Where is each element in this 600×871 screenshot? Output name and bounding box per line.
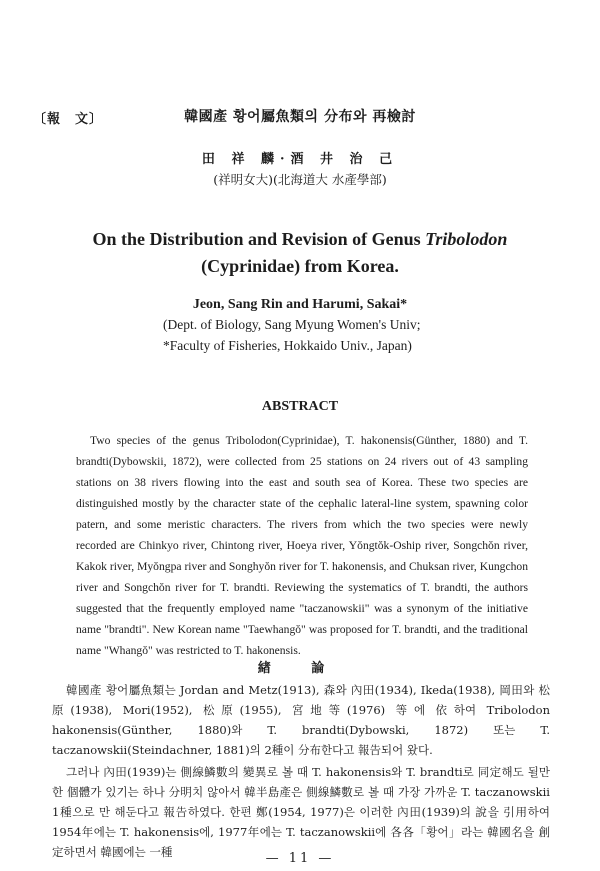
korean-affiliation: (祥明女大)(北海道大 水產學部) <box>213 172 387 187</box>
introduction-body <box>52 680 550 862</box>
english-title-line1 <box>0 229 600 250</box>
page-number: — 11 — <box>265 851 335 866</box>
abstract-heading: ABSTRACT <box>261 399 339 414</box>
article-type-label: 〔報 文〕 <box>33 112 104 127</box>
abstract-paragraph: Two species of the genus Tribolodon(Cyprinidae), T. hakonensis(Günther, 1880) and T. brandti(Dybowskii, 1872), were collected from 25 stations on 24 rivers out of 43 sampling stations on 38 rivers flowing into the east and south sea of Korea. These two species are distinguished mostly by the character state of the cephalic lateral-line system, spawning color patern, and some meristic characters. The rivers from which the two species were newly recorded are Chinkyo river, Chintong river, Hoeya river, Yŏngtŏk-Oship river, Songchŏn river, Kakok river, Myŏngpa river and Songhyŏn river for T. hakonensis, and Chuksan river, Kungchon river and Songchŏn river for T. brandti. Reviewing the systematics of T. brandti, the authors suggested that the frequently employed name "taczanowskii" was a synonym of the initiative name "brandti". New Korean name "Taewhangŏ" was proposed for T. brandti, and the traditional name "Whangŏ" was restricted to T. hakonensis. <box>76 434 528 657</box>
english-authors: Jeon, Sang Rin and Harumi, Sakai* <box>192 297 408 312</box>
affiliation-line1: (Dept. of Biology, Sang Myung Women's Univ; <box>163 317 421 332</box>
abstract-body <box>76 430 528 661</box>
english-title-line2: (Cyprinidae) from Korea. <box>201 256 399 276</box>
introduction-heading: 緖 論 <box>257 661 343 676</box>
affiliation-line2: *Faculty of Fisheries, Hokkaido Univ., Japan) <box>163 338 412 353</box>
intro-paragraph-2: 그러나 內田(1939)는 側線鱗數의 變異로 볼 때 T. hakonensis와 T. brandti로 同定해도 될만한 個體가 있기는 하나 分明치 않아서 韓半島產은 側線鱗數로 볼 때 가장 가까운 T. taczanowskii 1種으로 만 해둔다고 報告하였다. 한편 鄭(1954, 1977)은 이러한 內田(1939)의 說을 引用하여 1954年에는 T. hakonensis에, 1977年에는 T. taczanowskii에 各各「황어」라는 韓國名을 創定하면서 韓國에는 一種 <box>52 765 550 859</box>
intro-paragraph-1: 韓國產 황어屬魚類는 Jordan and Metz(1913), 森와 內田(1934), Ikeda(1938), 岡田와 松原(1938), Mori(1952), 松原(1955), 宮地等(1976) 等에 依하여 Tribolodon hakonensis(Günther, 1880)와 T. brandti(Dybowski, 1872) 또는 T. taczanowskii(Steindachner, 1881)의 2種이 分布한다고 報告되어 왔다. <box>52 683 550 757</box>
korean-authors: 田 祥 麟·酒 井 治 己 <box>201 152 399 167</box>
korean-title: 韓國產 황어屬魚類의 分布와 再檢討 <box>184 109 416 125</box>
genus-name: Tribolodon <box>425 229 508 249</box>
english-title-prefix: On the Distribution and Revision of Genus <box>92 229 426 249</box>
